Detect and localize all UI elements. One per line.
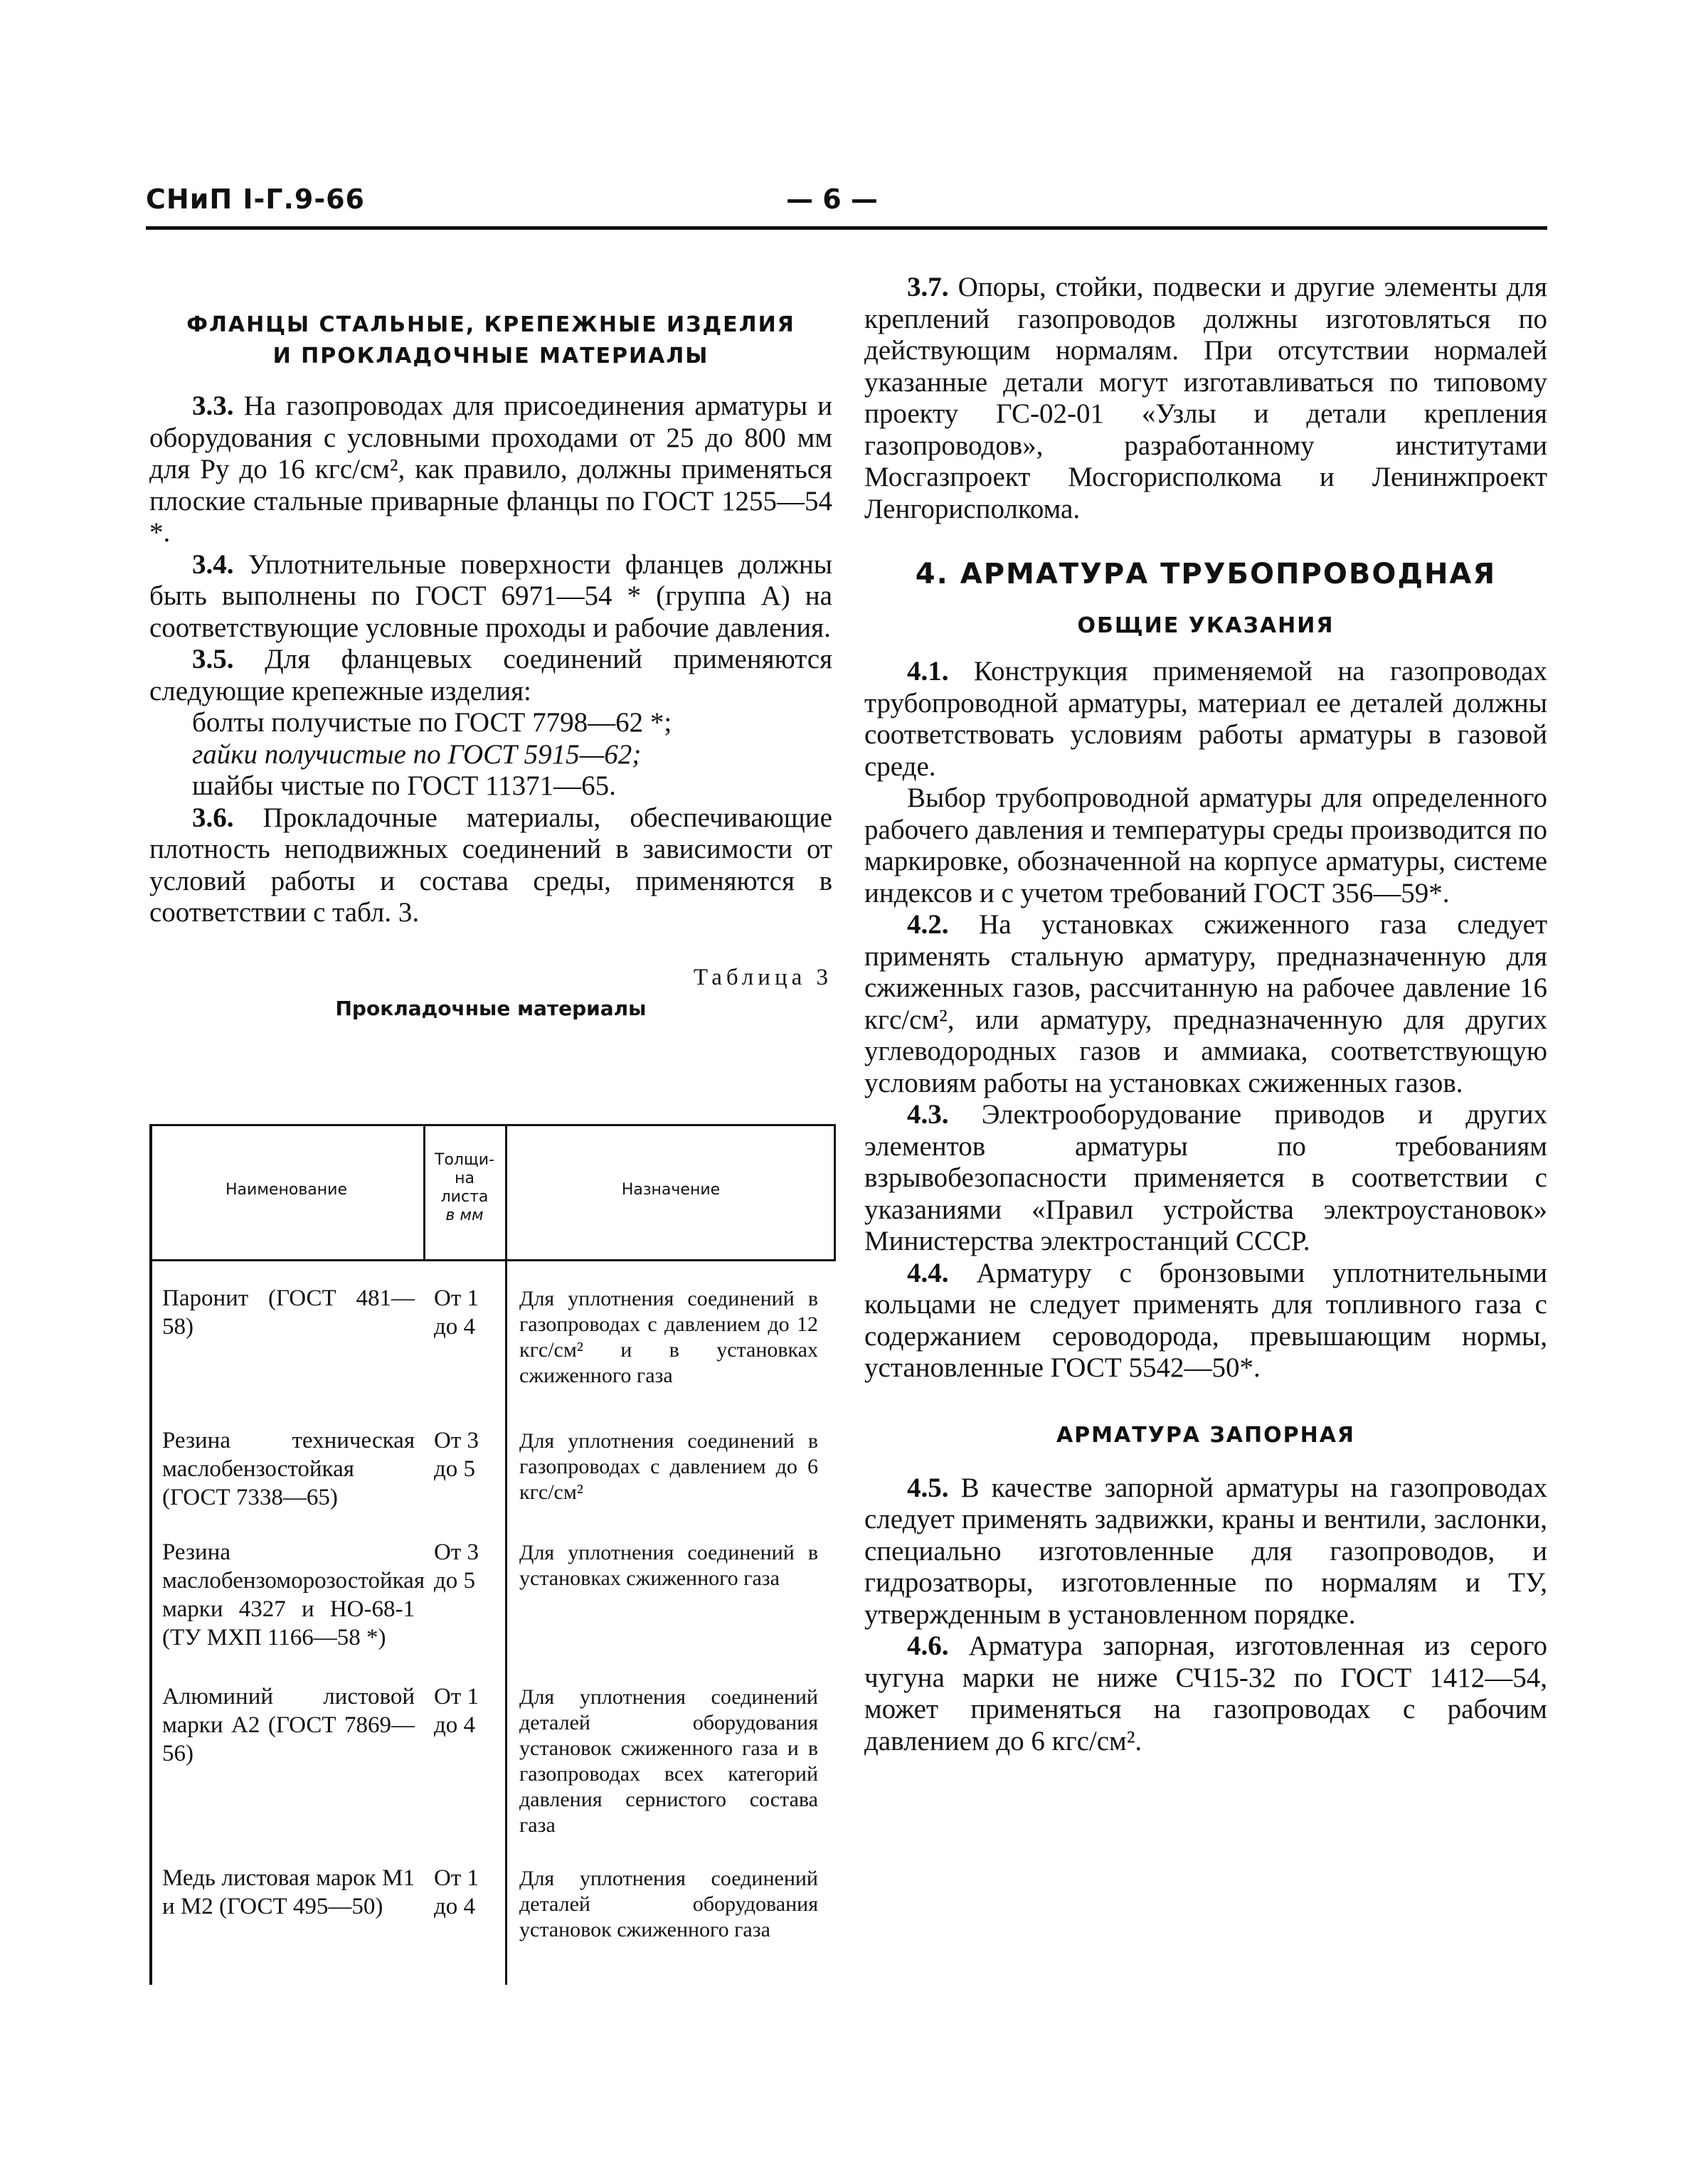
table-cell-purpose: Для уплотнения соединений в газопроводах с давлением до 6 кгс/см²	[519, 1429, 818, 1504]
table-cell-purpose: Для уплотнения соединений в газопроводах с давлением до 12 кгс/см² и в установках сжиженного газа	[519, 1287, 818, 1387]
table-cell-thickness: От 3 до 5	[434, 1428, 479, 1482]
table-cell-thickness: От 1 до 4	[434, 1286, 479, 1340]
paragraph-text: Для фланцевых соединений применяются следующие крепежные изделия:	[149, 644, 833, 706]
paragraph-text: Прокладочные материалы, обеспечивающие плотность неподвижных соединений в зависимости от условий работы и состава среды, применяются в соответствии с табл. 3.	[149, 802, 832, 928]
header-line: на	[455, 1170, 474, 1187]
paragraph-4-1	[864, 656, 1547, 783]
paragraph-3-6	[149, 802, 832, 929]
paragraph-text: Арматуру с бронзовыми уплотнительными кольцами не следует применять для топливного газа с содержанием сероводорода, превышающим нормы, установленные ГОСТ 5542—50*.	[864, 1257, 1547, 1383]
paragraph-text: Опоры, стойки, подвески и другие элементы для креплений газопроводов должны изготовляться по действующим нормалям. При отсутствии нормалей указанные детали могут изготавливаться по типовому проекту ГС-02-01 «Узлы и детали крепления газопроводов», разработанному институтами Мосгазпроект Мосгорисполкома и Ленинжпроект Ленгорисполкома.	[864, 272, 1547, 524]
table-header-name: Наименование	[226, 1181, 347, 1199]
document-code: СНиП I-Г.9-66	[146, 184, 366, 215]
table-label: Таблица 3	[693, 964, 832, 990]
paragraph-number: 3.6.	[192, 802, 234, 833]
chapter-title: 4. АРМАТУРА ТРУБОПРОВОДНАЯ	[915, 558, 1497, 590]
paragraph-4-2	[864, 909, 1547, 1099]
paragraph-number: 4.4.	[907, 1257, 949, 1288]
section-title-line-1: ФЛАНЦЫ СТАЛЬНЫЕ, КРЕПЕЖНЫЕ ИЗДЕЛИЯ	[186, 312, 795, 337]
paragraph-text: Арматура запорная, изготовленная из серого чугуна марки не ниже СЧ15-32 по ГОСТ 1412—54, может применяться на газопроводах с рабочим давлением до 6 кгс/см².	[864, 1631, 1548, 1756]
right-column	[864, 263, 1547, 1757]
paragraph-number: 4.5.	[907, 1472, 949, 1503]
paragraph-number: 3.7.	[907, 272, 949, 302]
paragraph-3-5	[149, 644, 832, 707]
table-header-purpose: Назначение	[621, 1181, 721, 1199]
table-cell-purpose: Для уплотнения соединений деталей оборудования установок сжиженного газа и в газопроводах всех категорий давления сернистого состава газа	[519, 1685, 818, 1837]
table-cell-thickness: От 1 до 4	[434, 1865, 479, 1919]
page-number: — 6 —	[786, 184, 878, 215]
paragraph-number: 4.2.	[907, 909, 949, 940]
paragraph-text: В качестве запорной арматуры на газопроводах следует применять задвижки, краны и вентили, заслонки, специально изготовленные для газопроводов, и гидрозатворы, изготовленные по нормалям и ТУ, утвержденным в установленном порядке.	[864, 1472, 1548, 1630]
section-title-line-2: И ПРОКЛАДОЧНЫЕ МАТЕРИАЛЫ	[272, 344, 709, 369]
table-col-divider-2	[505, 1124, 507, 1985]
table-header-rule	[149, 1259, 836, 1261]
left-column	[149, 263, 832, 1020]
table-cell-name: Алюминий листовой марки А2 (ГОСТ 7869—56)	[162, 1684, 415, 1766]
paragraph-text: Электрооборудование приводов и других элементов арматуры по требованиям взрывобезопасности применяется в соответствии с указаниями «Правил устройства электроустановок» Министерства электростанций СССР.	[864, 1099, 1548, 1256]
header-line: листа	[440, 1188, 489, 1206]
paragraph-number: 3.3.	[192, 391, 234, 421]
table-header-thickness	[425, 1151, 504, 1225]
table-cell-name: Медь листовая марок М1 и М2 (ГОСТ 495—50)	[162, 1865, 415, 1919]
table-cell-purpose: Для уплотнения соединений в установках сжиженного газа	[519, 1541, 818, 1590]
list-item-washers: шайбы чистые по ГОСТ 11371—65.	[192, 770, 616, 801]
paragraph-text: На газопроводах для присоединения арматуры и оборудования с условными проходами от 25 до 800 мм для Pу до 16 кгс/см², как правило, должны применяться плоские стальные приварные фланцы по ГОСТ 1255—54 *.	[149, 391, 833, 548]
paragraph-number: 4.3.	[907, 1099, 949, 1130]
table-cell-thickness: От 1 до 4	[434, 1684, 479, 1738]
paragraph-4-6	[864, 1631, 1547, 1757]
paragraph-4-4	[864, 1258, 1547, 1384]
table-cell-name: Резина маслобензоморозостойкая марки 4327 и НО-68-1 (ТУ МХП 1166—58 *)	[162, 1539, 425, 1650]
paragraph-3-7	[864, 272, 1547, 525]
paragraph-text: На установках сжиженного газа следует применять стальную арматуру, предназначенную для сжиженных газов, рассчитанную на рабочее давление 16 кгс/см², или арматуру, предназначенную для других углеводородных газов и аммиака, соответствующую условиям работы на установках сжиженных газов.	[864, 909, 1547, 1098]
paragraph-number: 3.5.	[192, 644, 234, 674]
paragraph-3-3	[149, 391, 832, 549]
paragraph-number: 4.6.	[907, 1631, 949, 1661]
paragraph-4-5	[864, 1473, 1547, 1631]
header-rule	[146, 226, 1547, 230]
header-line: Толщи-	[435, 1151, 494, 1169]
table-cell-purpose: Для уплотнения соединений деталей оборудования установок сжиженного газа	[519, 1867, 818, 1941]
paragraph-number: 3.4.	[192, 548, 234, 580]
table-title: Прокладочные материалы	[335, 996, 647, 1020]
table-cell-name: Паронит (ГОСТ 481—58)	[162, 1286, 415, 1340]
table-cell-name: Резина техническая маслобензостойкая (ГОСТ 7338—65)	[162, 1428, 415, 1510]
header-line: в мм	[445, 1207, 484, 1224]
gasket-materials-table	[149, 1124, 836, 1985]
paragraph-number: 4.1.	[907, 656, 949, 687]
table-top-rule	[149, 1124, 836, 1126]
table-cell-thickness: От 3 до 5	[434, 1539, 479, 1594]
paragraph-3-4	[149, 549, 832, 645]
subsection-title-general: ОБЩИЕ УКАЗАНИЯ	[1077, 613, 1335, 638]
list-item-bolts: болты получистые по ГОСТ 7798—62 *;	[192, 707, 672, 738]
paragraph-4-1-continued: Выбор трубопроводной арматуры для определенного рабочего давления и температуры среды производится по маркировке, обозначенной на корпусе арматуры, системе индексов и с учетом требований ГОСТ 356—59*.	[864, 783, 1547, 908]
paragraph-text: Конструкция применяемой на газопроводах трубопроводной арматуры, материал ее деталей должны соответствовать условиям работы арматуры в газовой среде.	[864, 656, 1547, 782]
list-item-nuts: гайки получистые по ГОСТ 5915—62;	[192, 738, 642, 770]
paragraph-text: Уплотнительные поверхности фланцев должны быть выполнены по ГОСТ 6971—54 * (группа А) на соответствующие условные проходы и рабочие давления.	[149, 548, 832, 643]
paragraph-4-3	[864, 1099, 1547, 1258]
subsection-title-shutoff: АРМАТУРА ЗАПОРНАЯ	[1056, 1422, 1356, 1448]
